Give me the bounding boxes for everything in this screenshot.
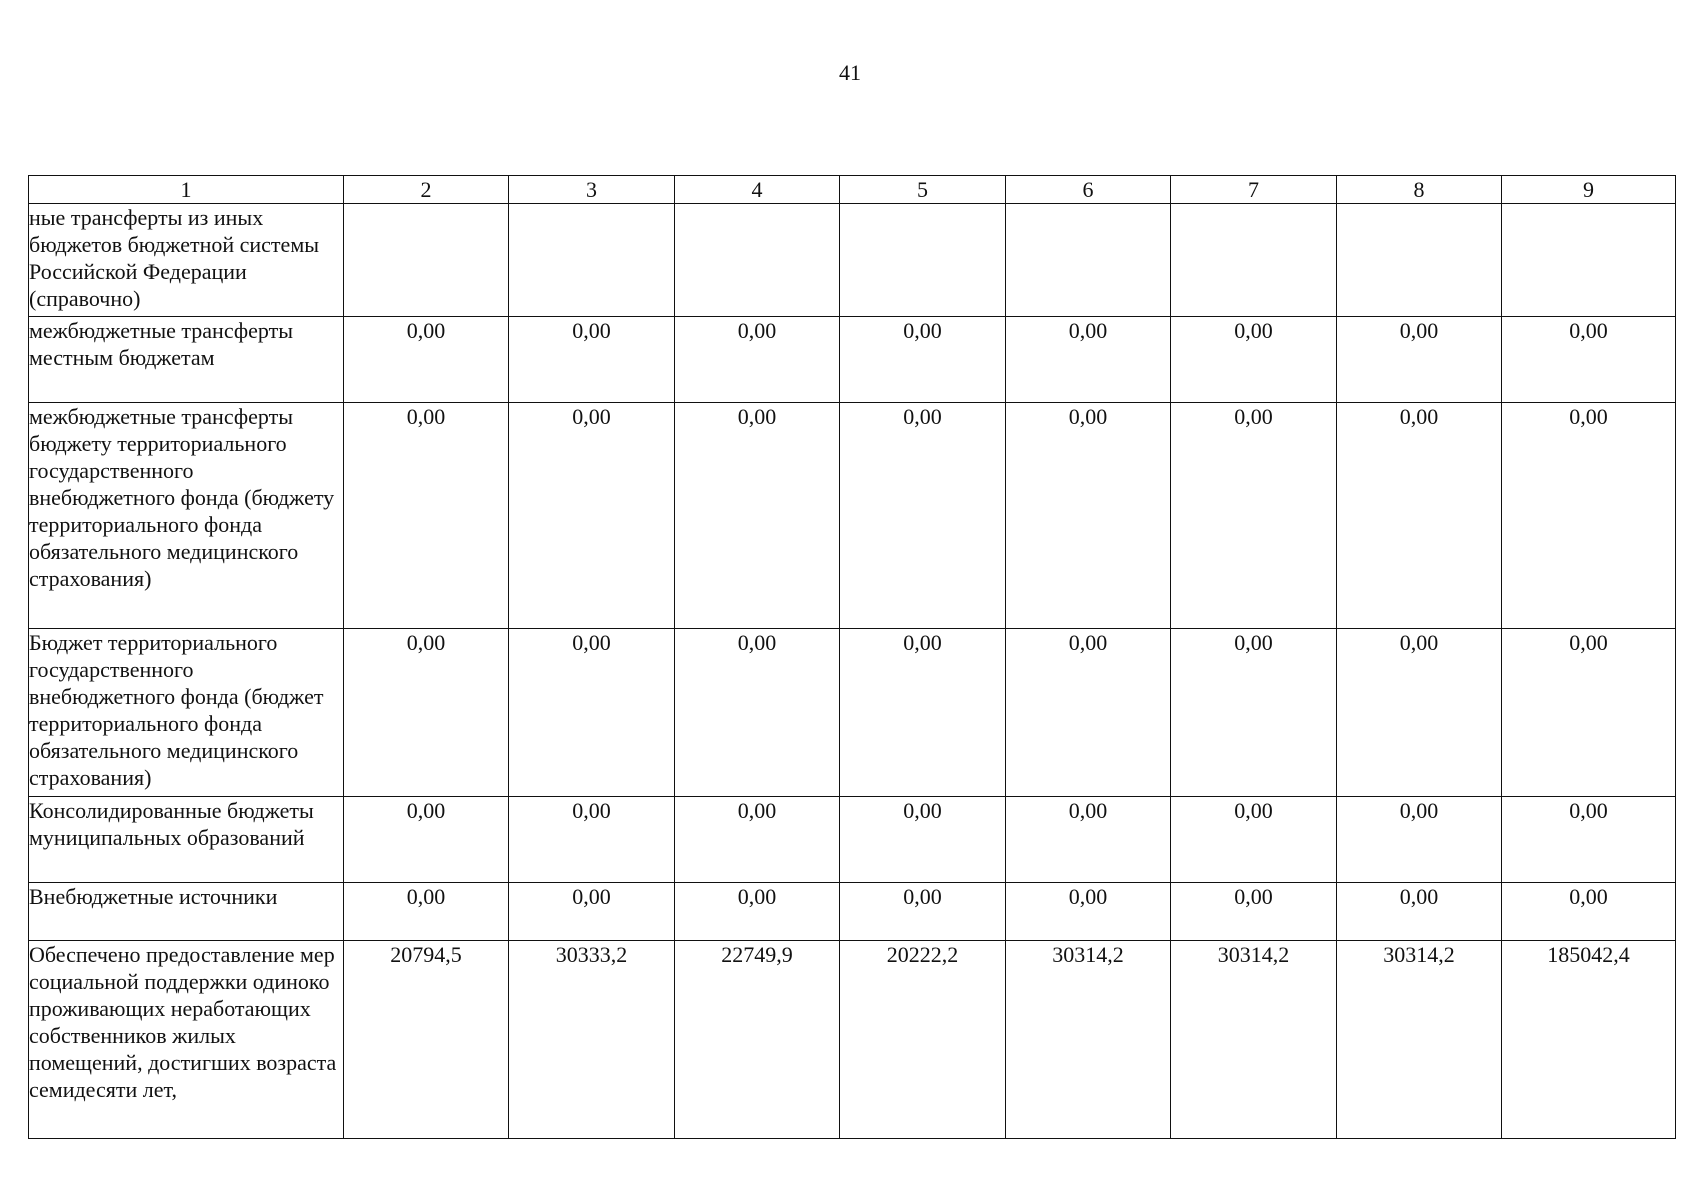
- table-cell: [1171, 204, 1337, 317]
- table-cell: 0,00: [675, 797, 840, 883]
- table-row: [29, 883, 1676, 941]
- row-label: Консолидированные бюджеты муниципальных образований: [29, 797, 344, 883]
- table-cell: 0,00: [344, 883, 509, 941]
- table-cell: 0,00: [1337, 629, 1502, 797]
- table-cell: [840, 204, 1006, 317]
- table-cell: 0,00: [509, 317, 675, 403]
- column-header: 4: [675, 176, 840, 204]
- table-cell: 0,00: [675, 629, 840, 797]
- table-cell: [675, 204, 840, 317]
- table-cell: 0,00: [840, 403, 1006, 629]
- table-cell: 0,00: [1006, 629, 1171, 797]
- table-row: [29, 204, 1676, 317]
- column-header: 3: [509, 176, 675, 204]
- table-cell: 0,00: [1337, 317, 1502, 403]
- column-header: 9: [1502, 176, 1676, 204]
- column-header: 5: [840, 176, 1006, 204]
- table-cell: 0,00: [344, 403, 509, 629]
- table-cell: 30314,2: [1171, 941, 1337, 1139]
- row-label: Обеспечено предоставление мер социальной поддержки одиноко проживающих неработающих собственников жилых помещений, достигших возраста семидесяти лет,: [29, 941, 344, 1139]
- table-cell: 0,00: [1171, 403, 1337, 629]
- table-cell: 0,00: [509, 629, 675, 797]
- row-label: Внебюджетные источники: [29, 883, 344, 941]
- table-cell: 0,00: [1502, 883, 1676, 941]
- page-number: 41: [839, 60, 861, 85]
- table-row: [29, 403, 1676, 629]
- table-cell: 0,00: [509, 883, 675, 941]
- column-header: 2: [344, 176, 509, 204]
- column-header: 7: [1171, 176, 1337, 204]
- table-row: [29, 797, 1676, 883]
- table-cell: 0,00: [840, 317, 1006, 403]
- table-cell: 0,00: [675, 317, 840, 403]
- table-row: [29, 629, 1676, 797]
- table-row: [29, 941, 1676, 1139]
- row-label: Бюджет территориального государственного внебюджетного фонда (бюджет территориального фонда обязательного медицинского страхования): [29, 629, 344, 797]
- table-cell: 0,00: [1337, 403, 1502, 629]
- table-row: [29, 317, 1676, 403]
- table-cell: 185042,4: [1502, 941, 1676, 1139]
- table-cell: 0,00: [509, 797, 675, 883]
- table-cell: 0,00: [840, 629, 1006, 797]
- table-cell: 0,00: [1006, 883, 1171, 941]
- table-cell: 0,00: [1006, 403, 1171, 629]
- table-cell: 0,00: [1006, 797, 1171, 883]
- table-header-row: [29, 176, 1676, 204]
- table-cell: 0,00: [840, 883, 1006, 941]
- table-cell: 0,00: [344, 629, 509, 797]
- table-cell: 0,00: [1337, 797, 1502, 883]
- table-cell: 0,00: [344, 797, 509, 883]
- table-cell: 0,00: [1337, 883, 1502, 941]
- table-cell: 0,00: [675, 403, 840, 629]
- table-cell: 0,00: [1502, 797, 1676, 883]
- table-cell: 0,00: [1171, 629, 1337, 797]
- table-cell: 0,00: [509, 403, 675, 629]
- table-cell: 20794,5: [344, 941, 509, 1139]
- table-cell: 0,00: [1171, 797, 1337, 883]
- table-cell: 0,00: [1502, 629, 1676, 797]
- table-cell: [1006, 204, 1171, 317]
- table-cell: [1502, 204, 1676, 317]
- table-cell: 0,00: [1502, 317, 1676, 403]
- row-label: ные трансферты из иных бюджетов бюджетной системы Российской Федерации (справочно): [29, 204, 344, 317]
- column-header: 8: [1337, 176, 1502, 204]
- table-cell: 0,00: [1171, 317, 1337, 403]
- budget-table: [28, 175, 1676, 1139]
- table-cell: 0,00: [675, 883, 840, 941]
- table-cell: 0,00: [1006, 317, 1171, 403]
- table-cell: [509, 204, 675, 317]
- table-cell: 0,00: [840, 797, 1006, 883]
- table-cell: [344, 204, 509, 317]
- table-cell: 20222,2: [840, 941, 1006, 1139]
- row-label: межбюджетные трансферты бюджету территориального государственного внебюджетного фонда (бюджету территориального фонда обязательного медицинского страхования): [29, 403, 344, 629]
- column-header: 1: [29, 176, 344, 204]
- table-cell: 30333,2: [509, 941, 675, 1139]
- table-cell: 22749,9: [675, 941, 840, 1139]
- table-cell: 0,00: [1502, 403, 1676, 629]
- table-cell: 30314,2: [1006, 941, 1171, 1139]
- column-header: 6: [1006, 176, 1171, 204]
- row-label: межбюджетные трансферты местным бюджетам: [29, 317, 344, 403]
- table-cell: 0,00: [344, 317, 509, 403]
- table-cell: 0,00: [1171, 883, 1337, 941]
- table-cell: [1337, 204, 1502, 317]
- table-cell: 30314,2: [1337, 941, 1502, 1139]
